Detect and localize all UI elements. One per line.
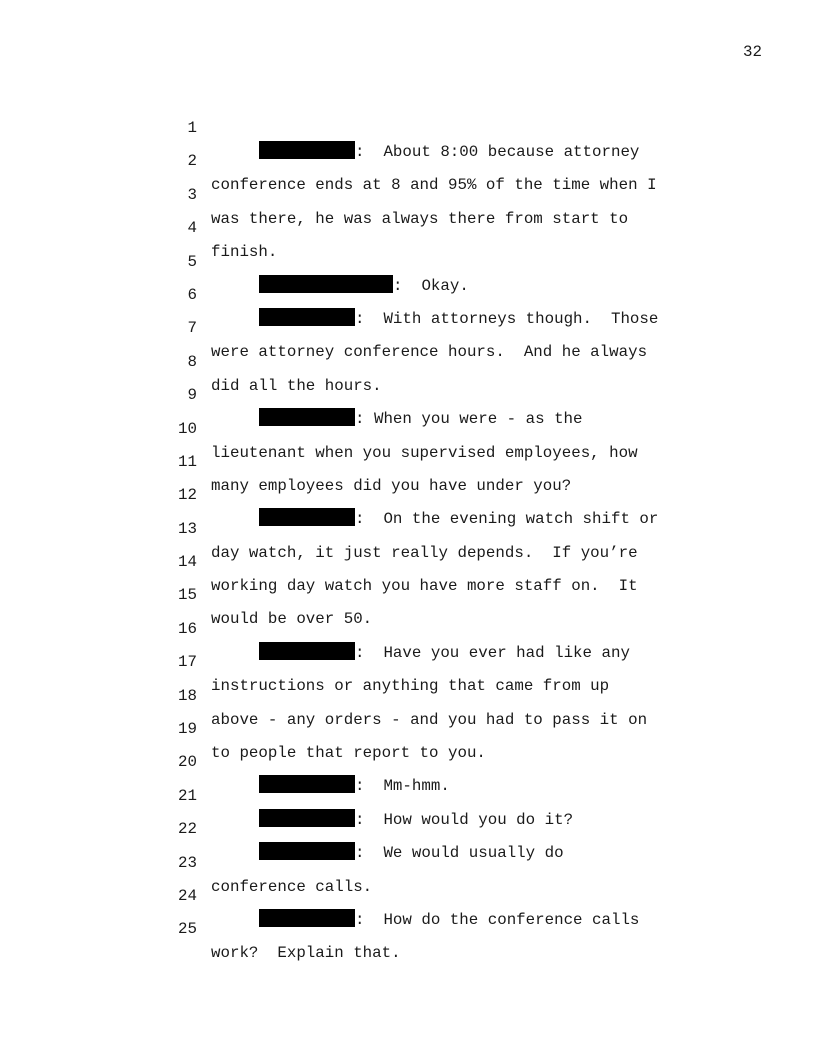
line-text: Mm-hmm. [383,777,450,796]
line-text: On the evening watch shift or [383,510,659,529]
line-number: 1 [187,119,197,137]
line-text: to people that report to you. [211,744,486,763]
line-text: working day watch you have more staff on. It [211,577,638,596]
line-number: 4 [187,219,197,238]
transcript-line [170,259,730,328]
line-number: 19 [178,720,197,739]
line-text: conference calls. [211,877,373,896]
line-number: 11 [178,452,197,471]
speaker-colon: : [355,410,374,429]
transcript-line [170,493,730,562]
line-number: 12 [178,486,197,505]
line-text: lieutenant when you supervised employees, how [211,443,638,462]
line-text: work? Explain that. [211,944,401,963]
speaker-colon: : [355,143,384,161]
transcript-line [170,660,730,729]
line-number: 16 [178,619,197,638]
transcript-line [170,893,730,963]
line-text: day watch, it just really depends. If you’re [211,543,638,562]
line-number: 24 [178,886,197,905]
line-text: Have you ever had like any [383,643,630,662]
transcript-body [170,92,730,963]
line-text: About 8:00 because attorney [383,143,640,161]
speaker-colon: : [355,810,384,829]
line-number: 14 [178,553,197,572]
line-number: 25 [178,920,197,939]
line-number: 7 [187,319,197,338]
line-number: 20 [178,753,197,772]
line-text: many employees did you have under you? [211,476,572,495]
transcript-line [170,292,730,362]
transcript-line [170,593,730,662]
page-number: 32 [743,43,762,61]
transcript-line [170,159,730,228]
line-text: Okay. [421,276,469,295]
line-number: 3 [187,185,197,204]
line-text: did all the hours. [211,376,382,395]
line-text: How do the conference calls [383,910,640,929]
line-number: 5 [187,252,197,271]
line-number: 15 [178,586,197,605]
speaker-colon: : [355,309,384,328]
line-number: 22 [178,820,197,839]
line-text: We would usually do [383,844,564,863]
speaker-colon: : [355,643,384,662]
speaker-colon: : [355,844,384,863]
line-number: 9 [187,386,197,405]
line-number: 13 [178,519,197,538]
transcript-line [170,760,730,829]
transcript-line [170,326,730,395]
line-number: 2 [187,152,197,171]
speaker-colon: : [355,777,384,796]
line-number: 8 [187,352,197,371]
speaker-colon: : [355,910,384,929]
line-number: 18 [178,686,197,705]
line-text: instructions or anything that came from up [211,677,610,696]
transcript-line [170,125,730,195]
line-text: were attorney conference hours. And he always [211,343,648,362]
transcript-line [170,860,730,929]
speaker-colon: : [355,510,384,529]
line-number: 17 [178,653,197,672]
transcript-line [170,192,730,262]
line-text: finish. [211,243,278,262]
line-number: 10 [178,419,197,438]
transcript-line [170,226,730,295]
line-text: above - any orders - and you had to pass it on [211,710,648,729]
line-text: When you were - as the [373,410,583,429]
transcript-line [170,426,730,495]
line-text: was there, he was always there from start to [211,209,629,228]
line-text: would be over 50. [211,610,373,629]
line-text: conference ends at 8 and 95% of the time when I [211,176,657,195]
line-text: With attorneys though. Those [383,309,659,328]
line-number: 21 [178,786,197,805]
line-number: 23 [178,853,197,872]
line-number: 6 [187,285,197,304]
transcript-line [170,92,730,161]
speaker-colon: : [393,276,422,295]
line-text: How would you do it? [383,810,574,829]
